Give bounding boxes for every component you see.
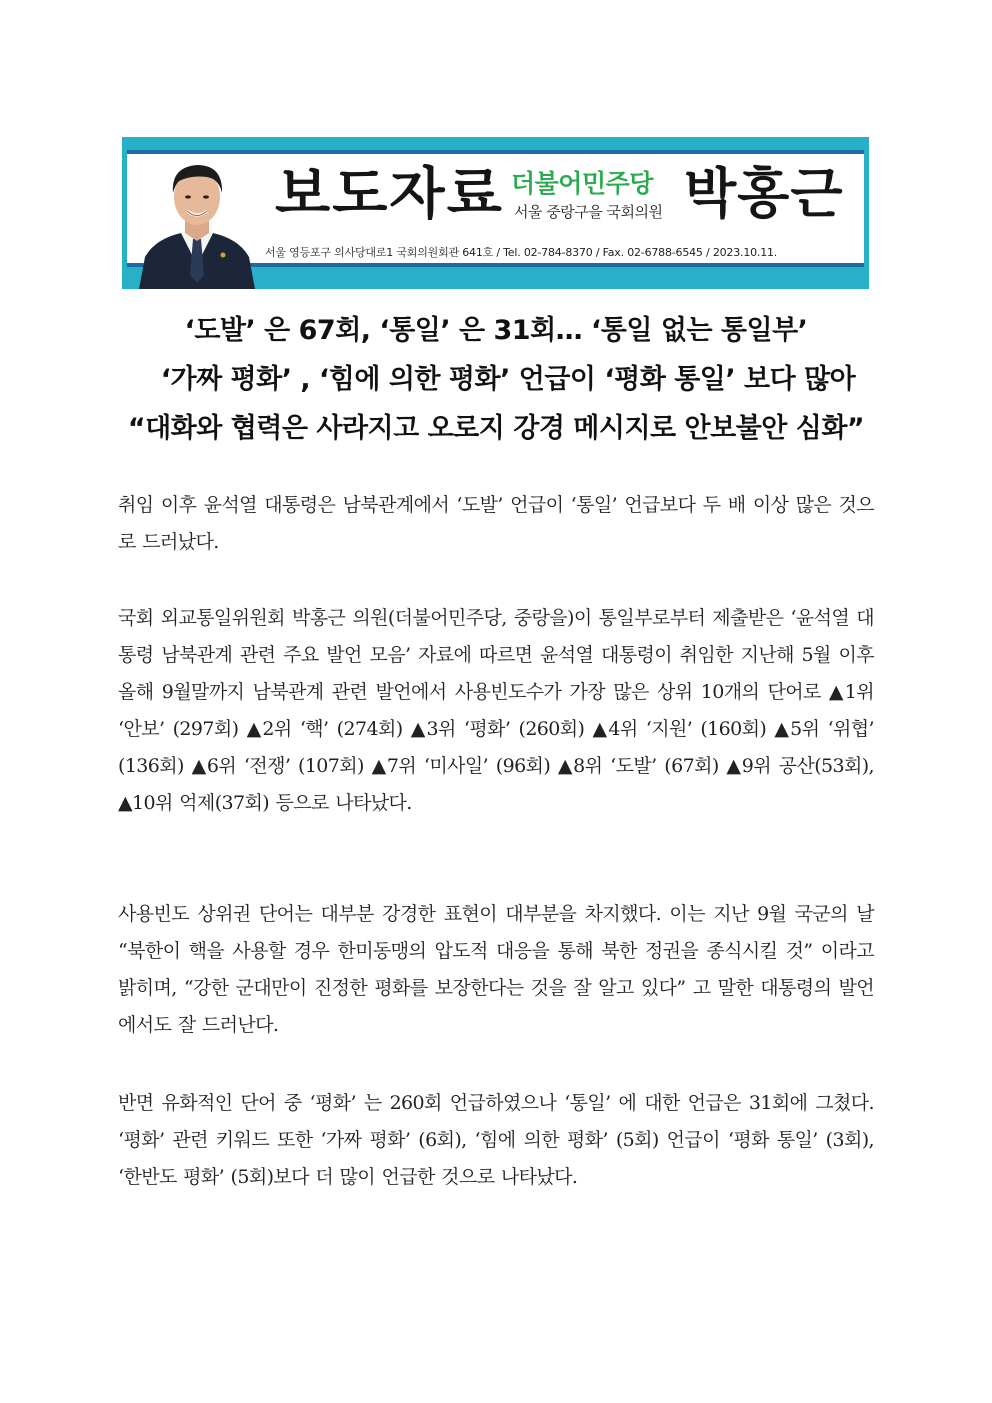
contact-info: 서울 영등포구 의사당대로1 국회의원회관 641호 / Tel. 02-784-8370 / Fax. 02-6788-6545 / 2023.10.11.	[265, 246, 778, 259]
party-name: 더불어민주당	[511, 169, 653, 198]
politician-portrait-icon	[135, 153, 259, 289]
body-paragraph-2: 국회 외교통일위원회 박홍근 의원(더불어민주당, 중랑을)이 통일부로부터 제출받은 ‘윤석열 대통령 남북관계 관련 주요 발언 모음’ 자료에 따르면 윤석열 대통령이 취임한 지난해 5월 이후 올해 9월말까지 남북관계 관련 발언에서 사용빈도수가 가장 많은 상위 10개의 단어로 ▲1위 ‘안보’ (297회) ▲2위 ‘핵’ (274회) ▲3위 ‘평화’ (260회) ▲4위 ‘지원’ (160회) ▲5위 ‘위협’ (136회) ▲6위 ‘전쟁’ (107회) ▲7위 ‘미사일’ (96회) ▲8위 ‘도발’ (67회) ▲9위 공산(53회), ▲10위 억제(37회) 등으로 나타났다.	[118, 607, 874, 814]
headline-1: ‘도발’ 은 67회, ‘통일’ 은 31회… ‘통일 없는 통일부’	[184, 315, 808, 346]
headline-2: ‘가짜 평화’ , ‘힘에 의한 평화’ 언급이 ‘평화 통일’ 보다 많아	[160, 364, 856, 395]
banner-title: 보도자료	[275, 162, 504, 227]
body-paragraph-3: 사용빈도 상위권 단어는 대부분 강경한 표현이 대부분을 차지했다. 이는 지난 9월 국군의 날 “북한이 핵을 사용할 경우 한미동맹의 압도적 대응을 통해 북한 정권을 종식시킬 것” 이라고 밝히며, “강한 군대만이 진정한 평화를 보장한다는 것을 잘 알고 있다” 고 말한 대통령의 발언에서도 잘 드러난다.	[118, 903, 874, 1036]
body-paragraph-1: 취임 이후 윤석열 대통령은 남북관계에서 ‘도발’ 언급이 ‘통일’ 언급보다 두 배 이상 많은 것으로 드러났다.	[118, 494, 874, 553]
body-paragraph-4: 반면 유화적인 단어 중 ‘평화’ 는 260회 언급하였으나 ‘통일’ 에 대한 언급은 31회에 그쳤다. ‘평화’ 관련 키워드 또한 ‘가짜 평화’ (6회), ‘힘에 의한 평화’ (5회) 언급이 ‘평화 통일’ (3회), ‘한반도 평화’ (5회)보다 더 많이 언급한 것으로 나타났다.	[118, 1092, 874, 1188]
press-release-banner	[122, 137, 869, 289]
headline-3: “대화와 협력은 사라지고 오로지 강경 메시지로 안보불안 심화”	[127, 413, 865, 444]
district-label: 서울 중랑구을 국회의원	[514, 203, 663, 221]
banner-top-bar	[127, 137, 864, 150]
member-name: 박홍근	[684, 162, 844, 225]
